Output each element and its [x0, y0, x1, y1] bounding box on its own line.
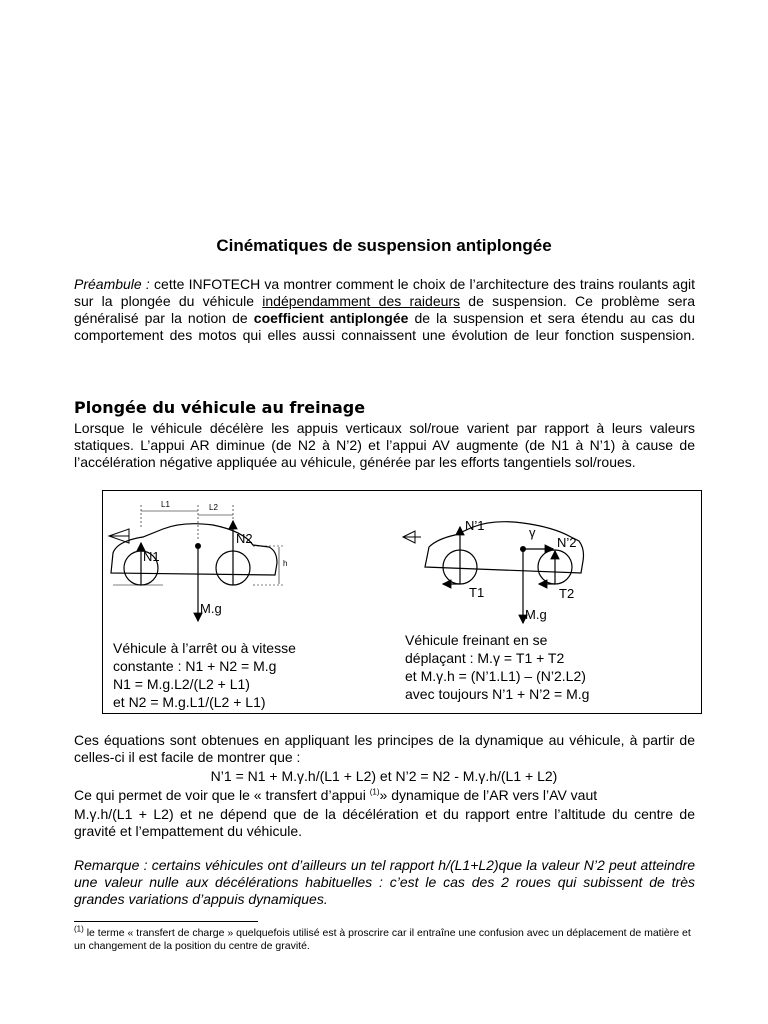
- preamble-paragraph: [74, 276, 695, 361]
- remark-paragraph: Remarque : certains véhicules ont d’ailleurs un tel rapport h/(L1+L2)que la valeur N’2 peut atteindre une valeur nulle aux décélérations habituelles : c’est le cas des 2 roues qui subissent de très grandes variations d’appuis dynamiques.: [74, 857, 695, 907]
- label-t2: T2: [559, 586, 575, 601]
- page-title: Cinématiques de suspension antiplongée: [216, 236, 552, 255]
- label-mg-right: M.g: [525, 607, 547, 622]
- label-gamma: γ: [529, 525, 536, 540]
- caption-static-line: et N2 = M.g.L1/(L2 + L1): [113, 694, 266, 710]
- after-figure-line-1: Ces équations sont obtenues en appliquant les principes de la dynamique au véhicule, à partir de celles-ci il est facile de montrer que :: [74, 732, 695, 765]
- caption-static-line: Véhicule à l’arrêt ou à vitesse: [113, 640, 296, 656]
- caption-braking-line: Véhicule freinant en se: [405, 632, 548, 648]
- footnote-text: le terme « transfert de charge » quelquefois utilisé est à proscrire car il entraîne une confusion avec un déplacement de matière et un changement de la position du centre de gravité.: [74, 927, 691, 952]
- preamble-text-1: cette INFOTECH va montrer comment le choix de l’architecture des trains roulants agit sur la plongée du véhicule: [74, 276, 696, 309]
- caption-static-line: constante : N1 + N2 = M.g: [113, 658, 277, 674]
- preamble-bold-term: coefficient antiplongée: [253, 310, 409, 326]
- label-l1: L1: [161, 500, 170, 509]
- section-heading: Plongée du véhicule au freinage: [74, 398, 366, 417]
- after-figure-line-2: [74, 787, 695, 804]
- car-static: [109, 505, 288, 621]
- label-np1: N’1: [465, 518, 485, 533]
- caption-braking: [405, 631, 589, 703]
- caption-braking-line: avec toujours N’1 + N’2 = M.g: [405, 686, 590, 702]
- after-figure-line-3: M.γ.h/(L1 + L2) et ne dépend que de la décélération et du rapport entre l’altitude du centre de gravité et l’empattement du véhicule.: [74, 806, 695, 839]
- preamble-underlined: indépendamment des raideurs: [262, 293, 461, 309]
- line2-text-b: » dynamique de l’AR vers l’AV vaut: [379, 787, 598, 803]
- caption-braking-line: et M.γ.h = (N’1.L1) – (N’2.L2): [405, 668, 586, 684]
- label-l2: L2: [209, 503, 218, 512]
- label-n1: N1: [143, 549, 160, 564]
- footnote: [74, 924, 695, 953]
- caption-braking-line: déplaçant : M.γ = T1 + T2: [405, 650, 565, 666]
- label-np2: N’2: [557, 535, 577, 550]
- caption-static: [113, 639, 296, 711]
- label-mg-left: M.g: [200, 601, 222, 616]
- caption-static-line: N1 = M.g.L2/(L2 + L1): [113, 676, 250, 692]
- preamble-text-3: de la suspension et sera étendu au cas du comportement des motos qui elles aussi connaissent une évolution de leur fonction suspension.: [74, 310, 695, 343]
- braking-figure: [102, 490, 702, 714]
- transfer-equation: N’1 = N1 + M.γ.h/(L1 + L2) et N’2 = N2 - M.γ.h/(L1 + L2): [210, 768, 558, 784]
- section-paragraph: Lorsque le véhicule décélère les appuis verticaux sol/roue varient par rapport à leurs valeurs statiques. L’appui AR diminue (de N2 à N’2) et l’appui AV augmente (de N1 à N’1) à cause de l’accélération négative appliquée au véhicule, générée par les efforts tangentiels sol/roues.: [74, 420, 695, 470]
- label-h: h: [283, 559, 288, 568]
- footnote-marker: (1): [74, 924, 84, 934]
- label-t1: T1: [469, 585, 485, 600]
- preamble-text-2: de suspension. Ce problème sera généralisé par la notion de: [74, 293, 695, 326]
- preamble-label: Préambule :: [74, 276, 150, 292]
- footnote-rule: [74, 921, 258, 922]
- line2-text-a: Ce qui permet de voir que le « transfert d’appui: [74, 787, 370, 803]
- label-n2: N2: [236, 531, 253, 546]
- footnote-ref: (1): [369, 787, 380, 797]
